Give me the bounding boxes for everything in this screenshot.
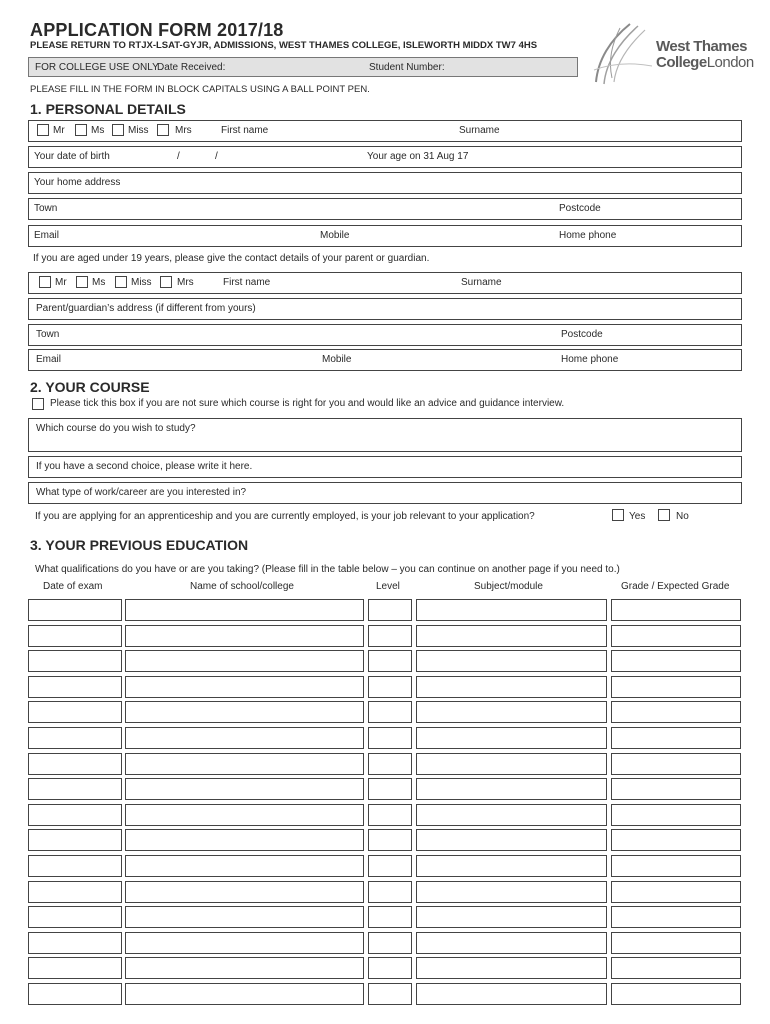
guardian-contact-row bbox=[28, 349, 742, 371]
date-cell[interactable] bbox=[28, 881, 122, 903]
logo-text-line1: West Thames bbox=[656, 38, 747, 55]
guardian-note: If you are aged under 19 years, please give the contact details of your parent or guardian. bbox=[33, 253, 430, 264]
level-cell[interactable] bbox=[368, 829, 412, 851]
office-use-label: FOR COLLEGE USE ONLY bbox=[35, 62, 159, 73]
subject-cell[interactable] bbox=[416, 829, 607, 851]
date-cell[interactable] bbox=[28, 932, 122, 954]
grade-cell[interactable] bbox=[611, 829, 741, 851]
apprenticeship-question: If you are applying for an apprenticeship and you are currently employed, is your job relevant to your application? bbox=[35, 511, 535, 522]
school-cell[interactable] bbox=[125, 983, 364, 1005]
course-choice-field[interactable] bbox=[28, 418, 742, 452]
school-cell[interactable] bbox=[125, 727, 364, 749]
subject-cell[interactable] bbox=[416, 753, 607, 775]
subject-cell[interactable] bbox=[416, 599, 607, 621]
postcode-field[interactable]: Postcode bbox=[559, 203, 601, 214]
subject-cell[interactable] bbox=[416, 676, 607, 698]
form-title: APPLICATION FORM 2017/18 bbox=[30, 20, 284, 40]
school-cell[interactable] bbox=[125, 829, 364, 851]
col-header-school: Name of school/college bbox=[190, 581, 294, 592]
first-name-field[interactable]: First name bbox=[221, 125, 269, 136]
school-cell[interactable] bbox=[125, 957, 364, 979]
subject-cell[interactable] bbox=[416, 625, 607, 647]
title-ms-checkbox[interactable] bbox=[75, 124, 87, 136]
apprenticeship-no-label: No bbox=[676, 511, 689, 522]
section-education-heading: 3. YOUR PREVIOUS EDUCATION bbox=[30, 537, 249, 553]
level-cell[interactable] bbox=[368, 855, 412, 877]
level-cell[interactable] bbox=[368, 701, 412, 723]
school-cell[interactable] bbox=[125, 650, 364, 672]
level-cell[interactable] bbox=[368, 983, 412, 1005]
school-cell[interactable] bbox=[125, 906, 364, 928]
guardian-address-row[interactable] bbox=[28, 298, 742, 320]
col-header-grade: Grade / Expected Grade bbox=[621, 581, 730, 592]
dob-slash: / bbox=[177, 151, 180, 162]
level-cell[interactable] bbox=[368, 727, 412, 749]
advice-label: Please tick this box if you are not sure which course is right for you and would like an advice and guidance interview. bbox=[50, 398, 565, 409]
subject-cell[interactable] bbox=[416, 727, 607, 749]
education-question: What qualifications do you have or are you taking? (Please fill in the table below – you can continue on another page if you need to.) bbox=[35, 564, 620, 575]
guardian-mr-checkbox[interactable] bbox=[39, 276, 51, 288]
guardian-email-field[interactable]: Email bbox=[36, 354, 62, 365]
date-cell[interactable] bbox=[28, 676, 122, 698]
grade-cell[interactable] bbox=[611, 778, 741, 800]
school-cell[interactable] bbox=[125, 855, 364, 877]
school-cell[interactable] bbox=[125, 932, 364, 954]
school-cell[interactable] bbox=[125, 701, 364, 723]
dob-row bbox=[28, 146, 742, 168]
title-ms-label: Ms bbox=[91, 125, 105, 136]
career-label: What type of work/career are you interested in? bbox=[36, 487, 247, 498]
contact-row bbox=[28, 225, 742, 247]
course-choice-label: Which course do you wish to study? bbox=[36, 423, 196, 434]
guardian-ms-label: Ms bbox=[92, 277, 106, 288]
col-header-subject: Subject/module bbox=[474, 581, 543, 592]
name-row bbox=[28, 120, 742, 142]
date-cell[interactable] bbox=[28, 804, 122, 826]
col-header-date: Date of exam bbox=[43, 581, 103, 592]
guardian-miss-checkbox[interactable] bbox=[115, 276, 127, 288]
return-address: PLEASE RETURN TO RTJX-LSAT-GYJR, ADMISSIONS, WEST THAMES COLLEGE, ISLEWORTH MIDDX TW7 4HS bbox=[30, 40, 538, 51]
grade-cell[interactable] bbox=[611, 701, 741, 723]
grade-cell[interactable] bbox=[611, 625, 741, 647]
home-phone-field[interactable]: Home phone bbox=[559, 230, 617, 241]
advice-checkbox[interactable] bbox=[32, 398, 44, 410]
date-cell[interactable] bbox=[28, 701, 122, 723]
level-cell[interactable] bbox=[368, 625, 412, 647]
grade-cell[interactable] bbox=[611, 957, 741, 979]
dob-field[interactable]: Your date of birth bbox=[34, 151, 110, 162]
school-cell[interactable] bbox=[125, 778, 364, 800]
school-cell[interactable] bbox=[125, 881, 364, 903]
guardian-postcode-field[interactable]: Postcode bbox=[561, 329, 603, 340]
town-row bbox=[28, 198, 742, 220]
subject-cell[interactable] bbox=[416, 855, 607, 877]
date-cell[interactable] bbox=[28, 753, 122, 775]
level-cell[interactable] bbox=[368, 599, 412, 621]
date-cell[interactable] bbox=[28, 906, 122, 928]
level-cell[interactable] bbox=[368, 881, 412, 903]
school-cell[interactable] bbox=[125, 625, 364, 647]
date-cell[interactable] bbox=[28, 829, 122, 851]
surname-field[interactable]: Surname bbox=[459, 125, 500, 136]
logo-london: London bbox=[706, 54, 754, 71]
grade-cell[interactable] bbox=[611, 753, 741, 775]
title-mrs-label: Mrs bbox=[175, 125, 192, 136]
guardian-ms-checkbox[interactable] bbox=[76, 276, 88, 288]
level-cell[interactable] bbox=[368, 650, 412, 672]
date-cell[interactable] bbox=[28, 727, 122, 749]
section-course-heading: 2. YOUR COURSE bbox=[30, 379, 150, 395]
mobile-field[interactable]: Mobile bbox=[320, 230, 350, 241]
title-miss-checkbox[interactable] bbox=[112, 124, 124, 136]
logo-swirl-icon bbox=[590, 20, 660, 90]
subject-cell[interactable] bbox=[416, 906, 607, 928]
second-choice-field[interactable] bbox=[28, 456, 742, 478]
subject-cell[interactable] bbox=[416, 804, 607, 826]
school-cell[interactable] bbox=[125, 676, 364, 698]
date-cell[interactable] bbox=[28, 983, 122, 1005]
student-number-label: Student Number: bbox=[369, 62, 445, 73]
grade-cell[interactable] bbox=[611, 932, 741, 954]
subject-cell[interactable] bbox=[416, 778, 607, 800]
date-received-label: Date Received: bbox=[157, 62, 226, 73]
school-cell[interactable] bbox=[125, 599, 364, 621]
town-field[interactable]: Town bbox=[34, 203, 58, 214]
apprenticeship-no-checkbox[interactable] bbox=[658, 509, 670, 521]
age-field[interactable]: Your age on 31 Aug 17 bbox=[367, 151, 469, 162]
section-personal-heading: 1. PERSONAL DETAILS bbox=[30, 101, 186, 117]
email-field[interactable]: Email bbox=[34, 230, 60, 241]
grade-cell[interactable] bbox=[611, 855, 741, 877]
date-cell[interactable] bbox=[28, 650, 122, 672]
date-cell[interactable] bbox=[28, 957, 122, 979]
subject-cell[interactable] bbox=[416, 983, 607, 1005]
title-mrs-checkbox[interactable] bbox=[157, 124, 169, 136]
guardian-mr-label: Mr bbox=[55, 277, 67, 288]
logo-text-line2 bbox=[656, 54, 754, 71]
logo-college: College bbox=[656, 54, 707, 71]
second-choice-label: If you have a second choice, please write it here. bbox=[36, 461, 253, 472]
school-cell[interactable] bbox=[125, 804, 364, 826]
title-mr-label: Mr bbox=[53, 125, 65, 136]
home-address-row[interactable] bbox=[28, 172, 742, 194]
grade-cell[interactable] bbox=[611, 650, 741, 672]
guardian-miss-label: Miss bbox=[131, 277, 152, 288]
guardian-name-row bbox=[28, 272, 742, 294]
level-cell[interactable] bbox=[368, 906, 412, 928]
subject-cell[interactable] bbox=[416, 881, 607, 903]
guardian-mobile-field[interactable]: Mobile bbox=[322, 354, 352, 365]
grade-cell[interactable] bbox=[611, 599, 741, 621]
grade-cell[interactable] bbox=[611, 804, 741, 826]
guardian-first-name-field[interactable]: First name bbox=[223, 277, 271, 288]
col-header-level: Level bbox=[376, 581, 400, 592]
dob-slash: / bbox=[215, 151, 218, 162]
title-mr-checkbox[interactable] bbox=[37, 124, 49, 136]
school-cell[interactable] bbox=[125, 753, 364, 775]
grade-cell[interactable] bbox=[611, 727, 741, 749]
level-cell[interactable] bbox=[368, 778, 412, 800]
title-miss-label: Miss bbox=[128, 125, 149, 136]
date-cell[interactable] bbox=[28, 778, 122, 800]
level-cell[interactable] bbox=[368, 676, 412, 698]
date-cell[interactable] bbox=[28, 599, 122, 621]
guardian-mrs-label: Mrs bbox=[177, 277, 194, 288]
subject-cell[interactable] bbox=[416, 701, 607, 723]
home-address-label: Your home address bbox=[34, 177, 121, 188]
guardian-town-field[interactable]: Town bbox=[36, 329, 60, 340]
career-field[interactable] bbox=[28, 482, 742, 504]
apprenticeship-yes-label: Yes bbox=[629, 511, 646, 522]
guardian-mrs-checkbox[interactable] bbox=[160, 276, 172, 288]
subject-cell[interactable] bbox=[416, 932, 607, 954]
grade-cell[interactable] bbox=[611, 881, 741, 903]
date-cell[interactable] bbox=[28, 855, 122, 877]
date-cell[interactable] bbox=[28, 625, 122, 647]
guardian-surname-field[interactable]: Surname bbox=[461, 277, 502, 288]
grade-cell[interactable] bbox=[611, 906, 741, 928]
level-cell[interactable] bbox=[368, 957, 412, 979]
subject-cell[interactable] bbox=[416, 957, 607, 979]
subject-cell[interactable] bbox=[416, 650, 607, 672]
guardian-address-label: Parent/guardian’s address (if different from yours) bbox=[36, 303, 256, 314]
level-cell[interactable] bbox=[368, 804, 412, 826]
grade-cell[interactable] bbox=[611, 983, 741, 1005]
instructions: PLEASE FILL IN THE FORM IN BLOCK CAPITALS USING A BALL POINT PEN. bbox=[30, 84, 370, 95]
guardian-town-row bbox=[28, 324, 742, 346]
grade-cell[interactable] bbox=[611, 676, 741, 698]
level-cell[interactable] bbox=[368, 932, 412, 954]
guardian-home-phone-field[interactable]: Home phone bbox=[561, 354, 619, 365]
office-use-box bbox=[28, 57, 578, 77]
level-cell[interactable] bbox=[368, 753, 412, 775]
apprenticeship-yes-checkbox[interactable] bbox=[612, 509, 624, 521]
college-logo bbox=[590, 20, 754, 90]
